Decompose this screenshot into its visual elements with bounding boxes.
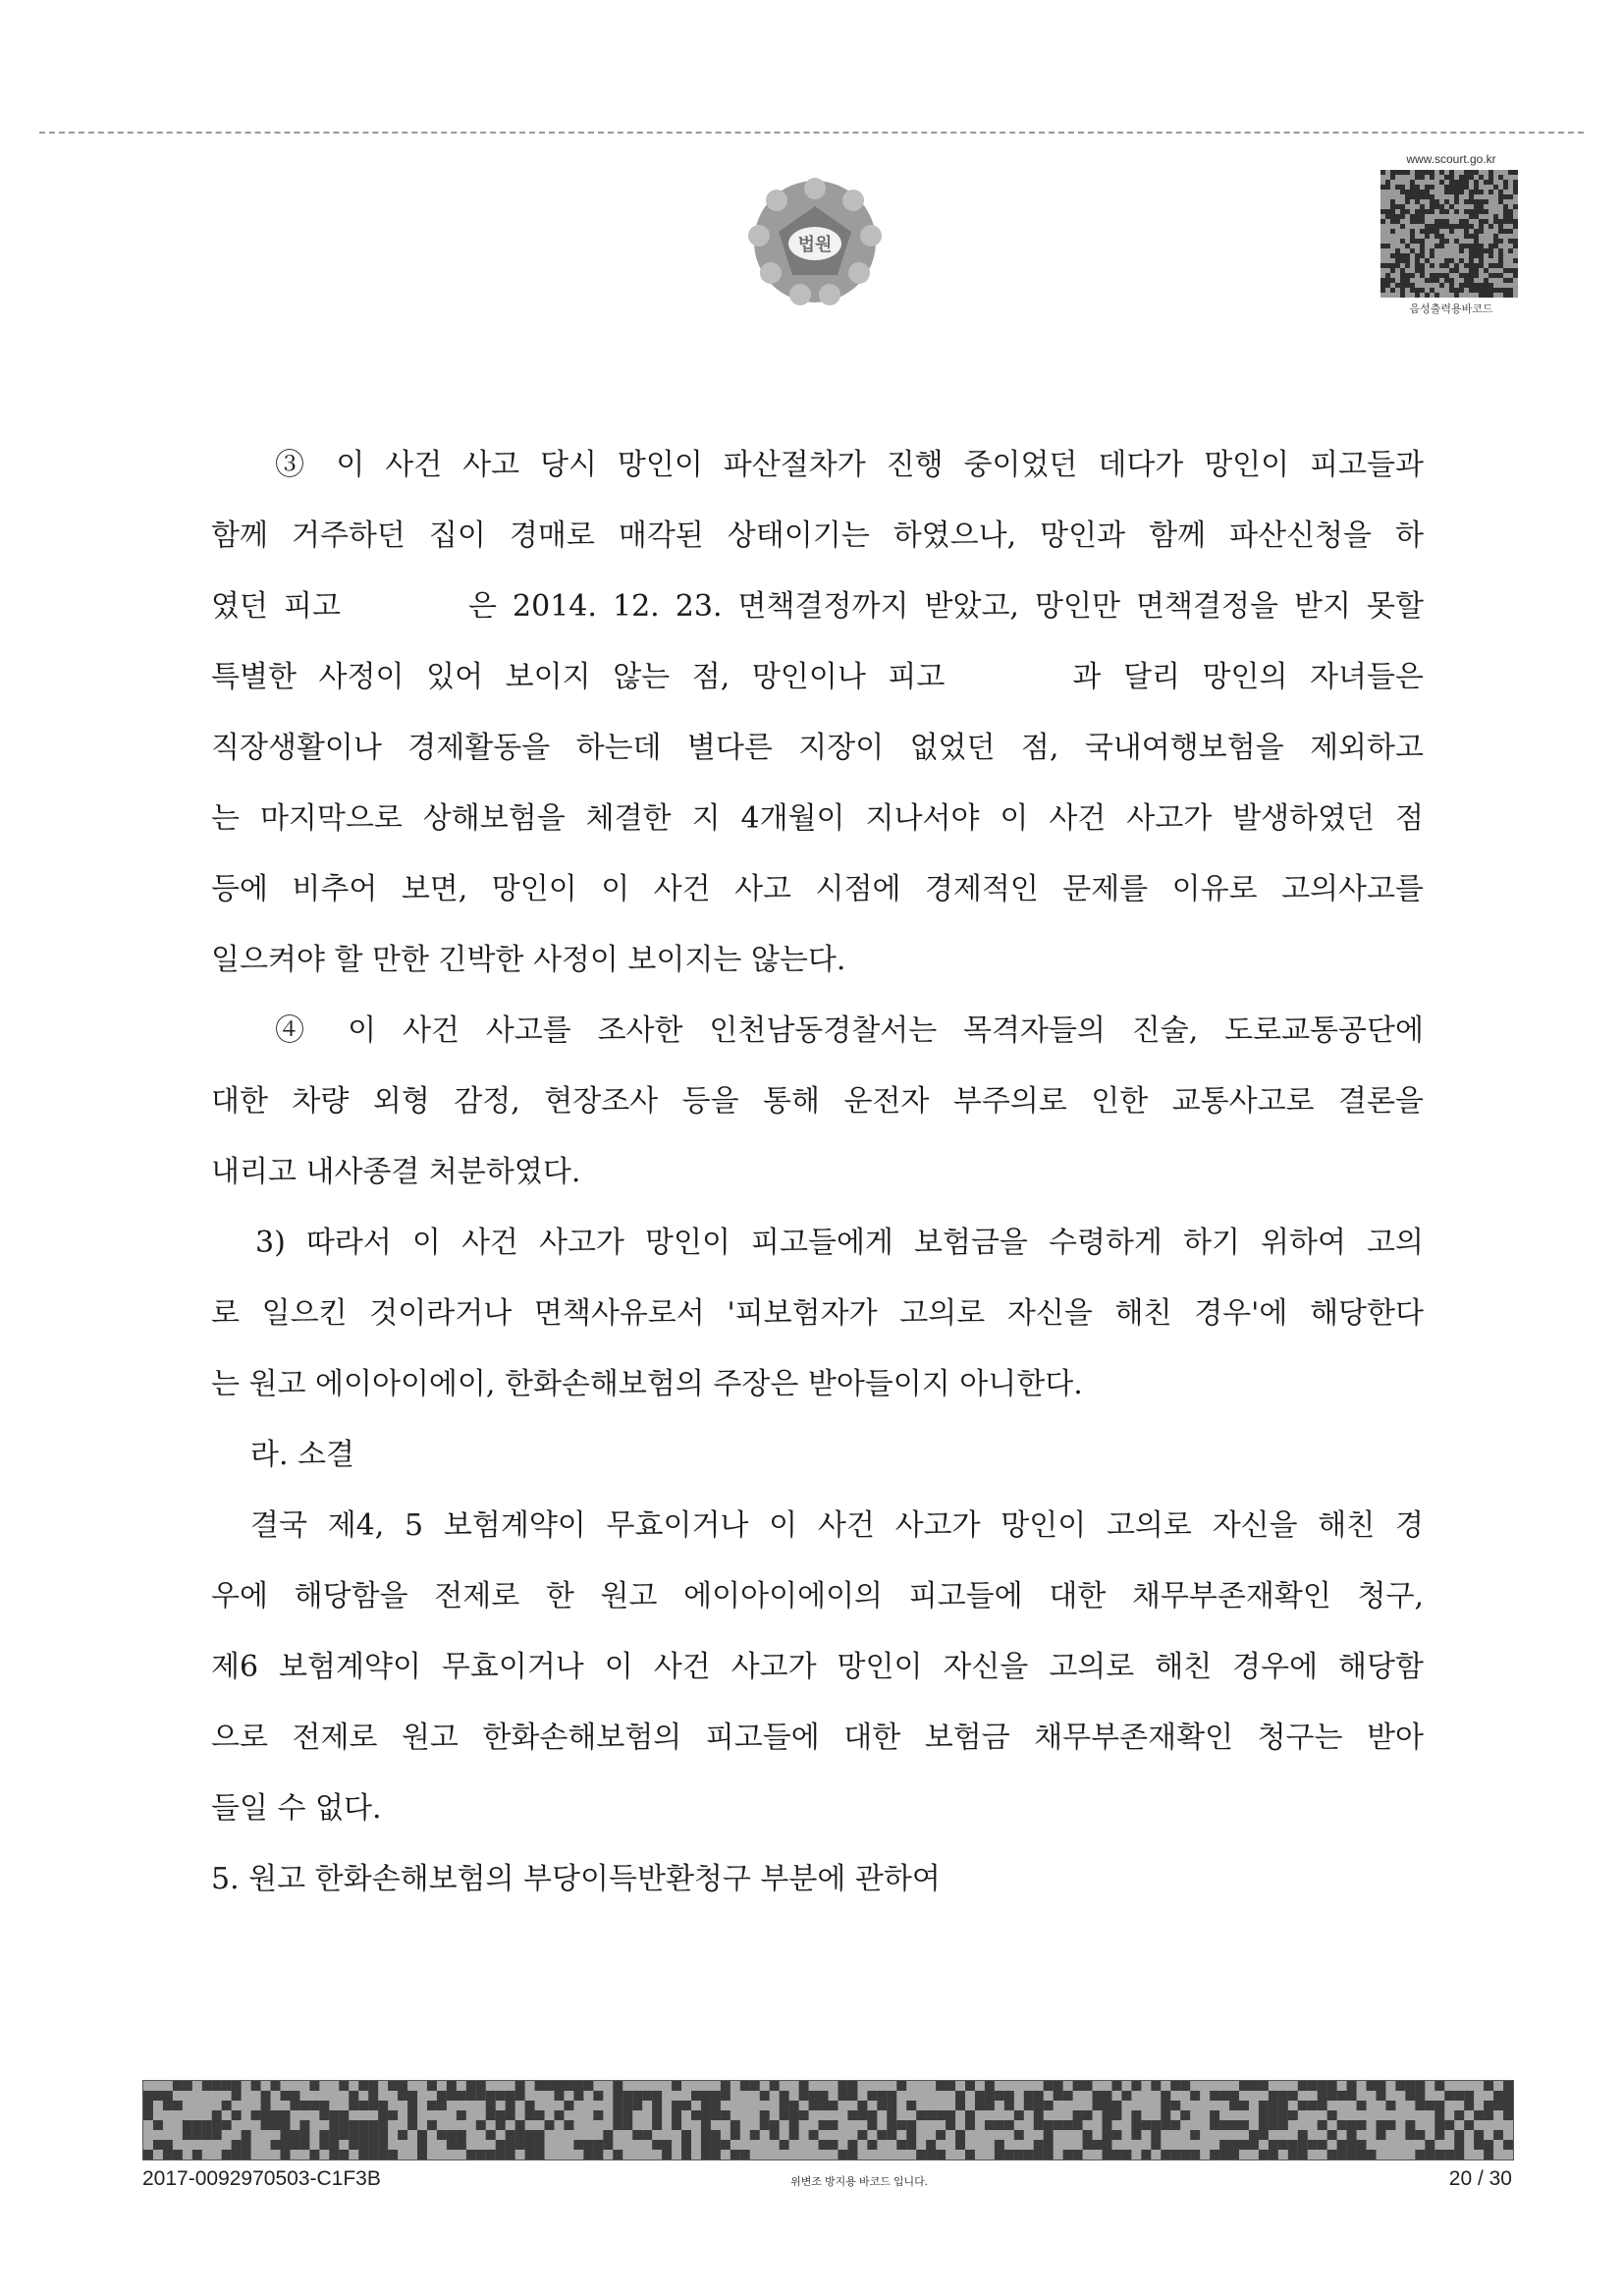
paragraph-line: 직장생활이나 경제활동을 하는데 별다른 지장이 없었던 점, 국내여행보험을 제외하고	[211, 731, 1424, 765]
paragraph-line: 일으켜야 할 만한 긴박한 사정이 보이지는 않는다.	[211, 943, 846, 977]
paragraph-line: 등에 비추어 보면, 망인이 이 사건 사고 시점에 경제적인 문제를 이유로 고의사고를	[211, 872, 1424, 906]
paragraph-line: 는 마지막으로 상해보험을 체결한 지 4개월이 지나서야 이 사건 사고가 발생하였던 점	[211, 801, 1424, 836]
paragraph-line: 특별한 사정이 있어 보이지 않는 점, 망인이나 피고 과 달리 망인의 자녀들은	[211, 660, 1424, 694]
paragraph-line: 였던 피고 은 2014. 12. 23. 면책결정까지 받았고, 망인만 면책결정을 받지 못할	[211, 589, 1424, 624]
qr-code-block	[1373, 152, 1530, 319]
page-footer	[142, 2165, 1512, 2195]
logo-text: 법원	[797, 235, 833, 255]
qr-caption: 음성출력용바코드	[1409, 303, 1493, 315]
barcode-notice: 위변조 방지용 바코드 입니다.	[790, 2176, 928, 2188]
paragraph-line: 는 원고 에이아이에이, 한화손해보험의 주장은 받아들이지 아니한다.	[211, 1367, 1083, 1401]
top-divider	[39, 132, 1584, 134]
anti-forgery-barcode	[142, 2080, 1514, 2160]
document-id: 2017-0092970503-C1F3B	[142, 2167, 381, 2190]
qr-code-icon	[1380, 170, 1518, 298]
paragraph-line: 우에 해당함을 전제로 한 원고 에이아이에이의 피고들에 대한 채무부존재확인 청구,	[211, 1579, 1424, 1613]
paragraph-line: 로 일으킨 것이라거나 면책사유로서 '피보험자가 고의로 자신을 해친 경우'에 해당한다	[211, 1296, 1424, 1331]
section-heading: 라. 소결	[250, 1438, 355, 1472]
paragraph-line: 결국 제4, 5 보험계약이 무효이거나 이 사건 사고가 망인이 고의로 자신을 해친 경	[250, 1508, 1424, 1543]
section-heading: 5. 원고 한화손해보험의 부당이득반환청구 부분에 관하여	[211, 1862, 941, 1896]
paragraph-line: 으로 전제로 원고 한화손해보험의 피고들에 대한 보험금 채무부존재확인 청구는 받아	[211, 1721, 1424, 1755]
document-body	[211, 430, 1424, 1915]
page-number: 20 / 30	[1448, 2167, 1512, 2190]
paragraph-line: 대한 차량 외형 감정, 현장조사 등을 통해 운전자 부주의로 인한 교통사고로 결론을	[211, 1084, 1424, 1119]
court-emblem-logo	[741, 165, 889, 312]
paragraph-line: 3) 따라서 이 사건 사고가 망인이 피고들에게 보험금을 수령하게 하기 위하여 고의	[255, 1226, 1424, 1260]
paragraph-line: ③ 이 사건 사고 당시 망인이 파산절차가 진행 중이었던 데다가 망인이 피고들과	[275, 448, 1424, 482]
paragraph-line: 내리고 내사종결 처분하였다.	[211, 1155, 581, 1189]
paragraph-line: 함께 거주하던 집이 경매로 매각된 상태이기는 하였으나, 망인과 함께 파산신청을 하	[211, 519, 1424, 553]
paragraph-line: 들일 수 없다.	[211, 1791, 382, 1826]
paragraph-line: 제6 보험계약이 무효이거나 이 사건 사고가 망인이 자신을 고의로 해친 경우에 해당함	[211, 1650, 1424, 1684]
qr-url-label: www.scourt.go.kr	[1406, 152, 1496, 166]
paragraph-line: ④ 이 사건 사고를 조사한 인천남동경찰서는 목격자들의 진술, 도로교통공단에	[275, 1013, 1424, 1048]
